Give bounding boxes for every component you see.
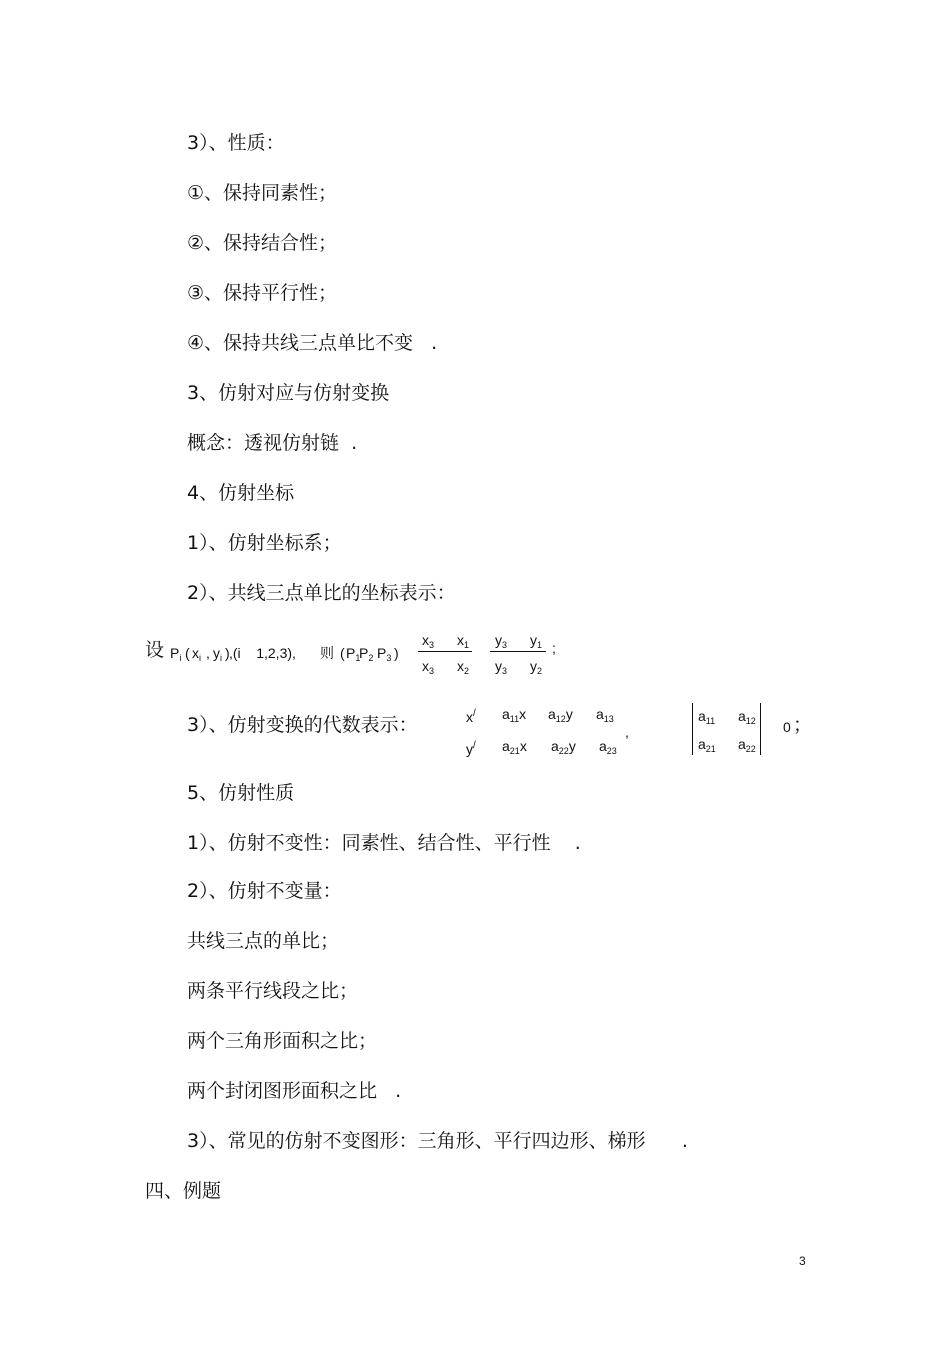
list-item: 两个封闭图形面积之比 . (187, 1080, 402, 1102)
section-heading: 3、仿射对应与仿射变换 (187, 382, 390, 404)
determinant-bar-left (692, 703, 693, 755)
formula-comma: , (206, 645, 210, 661)
list-item: 1）、仿射不变性：同素性、结合性、平行性 . (187, 832, 581, 854)
row1-a13: $a_{13}$ (596, 706, 614, 724)
list-item: 1）、仿射坐标系； (187, 532, 342, 554)
formula-lparen: ( (185, 645, 190, 661)
formula-open: ( (340, 645, 345, 661)
det-a21: $a_{21}$ (698, 736, 716, 754)
list-item: 共线三点的单比； (187, 930, 340, 952)
list-item: 3）、常见的仿射不变图形：三角形、平行四边形、梯形 . (187, 1130, 688, 1152)
list-item: ③、保持平行性； (187, 282, 338, 304)
frac-right-num-a: $y_3$ (495, 632, 508, 650)
list-item: ①、保持同素性； (187, 182, 338, 204)
list-item: 3）、仿射变换的代数表示： (187, 714, 418, 736)
row2-a21x: $a_{21}x$ (502, 738, 527, 756)
section-heading: 4、仿射坐标 (187, 482, 295, 504)
section-heading: 四、例题 (145, 1180, 222, 1202)
list-item: ④、保持共线三点单比不变 . (187, 332, 438, 354)
ze-char: 则 (320, 645, 334, 661)
formula-close: ) (394, 645, 399, 661)
row2-a23: $a_{23}$ (599, 738, 617, 756)
list-item: 2）、共线三点单比的坐标表示： (187, 582, 456, 604)
x-prime: x/ (466, 708, 476, 725)
frac-left-num-a: $x_3$ (422, 632, 435, 650)
formula-x: $x_i$ (192, 645, 201, 663)
she-char: 设 (145, 639, 165, 661)
list-item: 两个三角形面积之比； (187, 1030, 378, 1052)
frac-left-den-a: $x_3$ (422, 658, 435, 676)
formula-p2: $P_2$ (359, 645, 374, 663)
formula-rparen: ) (225, 645, 230, 661)
det-zero: 0 (783, 719, 791, 735)
frac-right-den-b: $y_2$ (530, 658, 543, 676)
determinant-bar-right (760, 703, 761, 755)
formula-semicolon: ; (552, 640, 556, 656)
section-heading: 5、仿射性质 (187, 782, 295, 804)
formula-p3: $P_3$ (377, 645, 392, 663)
section-properties-heading: 3）、性质： (187, 132, 285, 154)
frac-right-den-a: $y_3$ (495, 658, 508, 676)
formula-y: $y_i$ (213, 645, 222, 663)
list-item: 2）、仿射不变量： (187, 880, 342, 902)
det-a22: $a_{22}$ (738, 736, 756, 754)
det-a11: $a_{11}$ (698, 708, 716, 726)
list-item: ②、保持结合性； (187, 232, 338, 254)
formula2-comma: , (625, 724, 629, 740)
det-a12: $a_{12}$ (738, 708, 756, 726)
formula-p1: $P_1$ (346, 645, 361, 663)
row1-a12y: $a_{12}y$ (548, 706, 573, 724)
list-item: 两条平行线段之比； (187, 980, 359, 1002)
page-number: 3 (799, 1254, 806, 1268)
concept-line: 概念：透视仿射链 . (187, 432, 358, 454)
frac-left-den-b: $x_2$ (457, 658, 470, 676)
fraction-bar-right (490, 651, 546, 652)
y-prime: y/ (466, 740, 476, 757)
row1-a11x: $a_{11}x$ (502, 706, 527, 724)
frac-left-num-b: $x_1$ (457, 632, 470, 650)
formula2-semicolon: ； (793, 714, 813, 736)
fraction-bar-left (418, 651, 472, 652)
formula-p: $P_i$ (170, 645, 182, 663)
frac-right-num-b: $y_1$ (530, 632, 543, 650)
row2-a22y: $a_{22}y$ (551, 738, 576, 756)
formula-index-range: ,(i 1,2,3), (229, 645, 296, 661)
